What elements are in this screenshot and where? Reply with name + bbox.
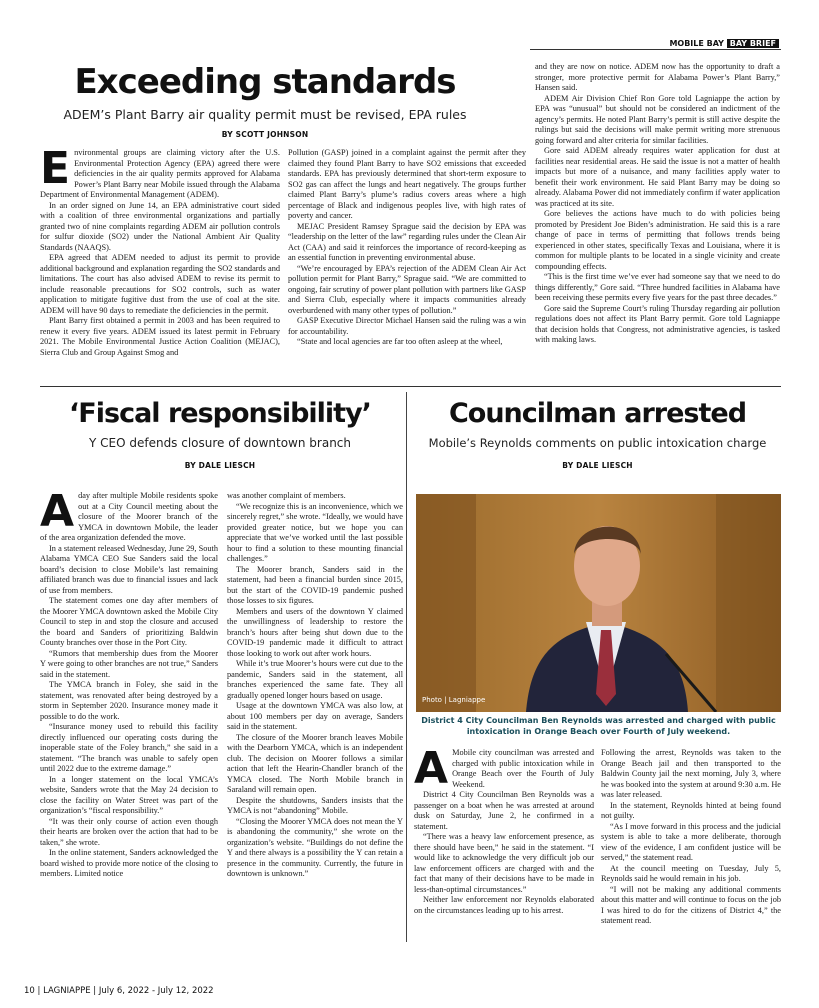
paragraph: “Rumors that membership dues from the Moorer Y were going to other branches are not true,” Sanders said in the statement. [40, 648, 218, 679]
paragraph: In a statement released Wednesday, June 29, South Alabama YMCA CEO Sue Sanders said the local board’s decision to close Mobile’s last remaining affiliated branch was due to financial issues and lack of use from members. [40, 543, 218, 595]
paragraph: Gore said the Supreme Court’s ruling Thursday regarding air pollution regulations does not affect its Plant Barry permit. Gore told Lagniappe that decision holds that Congress, not administrative agencies, is tasked with making laws. [535, 303, 780, 344]
paragraph: District 4 City Councilman Ben Reynolds was a passenger on a boat when he was arrested at around dusk on Saturday, June 2, he confirmed in a statement. [414, 790, 594, 831]
paragraph: and they are now on notice. ADEM now has the opportunity to draft a stronger, more protective permit for Alabama Power’s Plant Barry,” Hansen said. [535, 62, 780, 92]
paragraph: In a longer statement on the local YMCA’s website, Sanders wrote that the May 24 decision to close the facility on Water Street was part of the organization’s “fiscal responsibility.” [40, 774, 218, 815]
paragraph: The Moorer branch, Sanders said in the statement, had been a financial burden since 2015, but the start of the COVID-19 pandemic pushed those losses to six figures. [227, 564, 403, 605]
paragraph: EPA agreed that ADEM needed to adjust its permit to provide additional background and explanation regarding the SO2 standards and limitations. The court has also advised ADEM to revise its permit to include reasonable precautions for SO2 controls, such as water application to mitigate fugitive dust from the use of coal at the site. ADEM will have 90 days to remediate the deficiencies in the permit. [40, 253, 280, 315]
article2-deck: Y CEO defends closure of downtown branch [88, 436, 351, 450]
article1-column-2 [288, 148, 526, 376]
article1-column-1 [40, 148, 280, 376]
paragraph: “I will not be making any additional comments about this matter and will continue to focus on the job I was hired to do for the citizens of District 4,” the statement read. [601, 884, 781, 925]
paragraph: “There was a heavy law enforcement presence, as there should have been,” he said in the statement. “I would like to acknowledge the very difficult job our law enforcement officers are charged with and the fact that many of their decisions have to be made in less-than-optimal circumstances.” [414, 832, 594, 894]
article1-column-3 [535, 62, 780, 378]
paragraph: Plant Barry first obtained a permit in 2003 and has been required to renew it every five years. ADEM issued its latest permit in February 2021. The Mobile Environmental Justice Action Coalition (MEJAC), Sierra Club and Group Against Smog and [40, 316, 280, 357]
paragraph: “State and local agencies are far too often asleep at the wheel, [297, 337, 503, 346]
paragraph: Gore said ADEM already requires water application for dust at facilities near residential areas. He said the issue is not a matter of health impacts but more of a nuisance, and many facilities apply water to benefit their work environment. He said Plant Barry may be doing so already. Alabama Power did not immediately confirm if water application was practiced at its site. [535, 146, 780, 208]
section-divider [40, 386, 781, 387]
paragraph: The statement comes one day after members of the Moorer YMCA downtown asked the Mobile City Council to step in and stop the closure and accused the board and Sanders of prioritizing Baldwin County branches over those in the Port City. [40, 596, 218, 647]
paragraph: day after multiple Mobile residents spoke out at a City Council meeting about the closure of the Moorer branch of the YMCA in downtown Mobile, the leader of the area organization defended the move. [40, 491, 218, 542]
article2-column-1 [40, 491, 218, 943]
paragraph: Mobile city councilman was arrested and charged with public intoxication while in Orange Beach over the Fourth of July Weekend. [452, 748, 594, 789]
paragraph: ADEM Air Division Chief Ron Gore told Lagniappe the action by EPA was “unusual” but should not be considered an indictment of the agency’s permits. He noted Plant Barry’s permit is still active despite the rulings but said the decisions will make permit writing more strenuous going forward and alter criteria for similar facilities. [535, 93, 780, 145]
paragraph: “As I move forward in this process and the judicial system is able to take a more deliberate, thorough view of the evidence, I am confident justice will be served,” the statement read. [601, 821, 781, 862]
header-rule [530, 49, 781, 50]
paragraph: At the council meeting on Tuesday, July 5, Reynolds said he would remain in his job. [601, 863, 781, 883]
section-label-badge: BAY BRIEF [727, 39, 779, 48]
paragraph: Neither law enforcement nor Reynolds elaborated on the circumstances leading up to his arrest. [414, 895, 594, 915]
paragraph: “We’re encouraged by EPA’s rejection of the ADEM Clean Air Act pollution permit for Plant Barry,” Sprague said. “We are committed to ongoing, fair scrutiny of power plant pollution with partners like GASP and Sierra Club, especially where it impacts communities already overburdened with many other types of pollution.” [288, 263, 526, 315]
article3-headline: Councilman arrested [448, 398, 747, 429]
paragraph: “We recognize this is an inconvenience, which we sincerely regret,” she wrote. “Ideally, we would have provided greater notice, but we hope you can appreciate that we’ve worked until the last possible hour to find a solution to these mounting financial challenges.” [227, 501, 403, 563]
article3-column-2 [601, 748, 781, 944]
paragraph: was another complaint of members. [227, 491, 346, 500]
article2-headline: ‘Fiscal responsibility’ [69, 398, 371, 429]
paragraph: MEJAC President Ramsey Sprague said the decision by EPA was “leadership on the letter of the law” regarding rules under the Clean Air Act (CAA) and said it reinforces the importance of record-keeping as an essential function in preventing environmental abuse. [288, 221, 526, 262]
paragraph: nvironmental groups are claiming victory after the U.S. Environmental Protection Agency (EPA) agreed there were deficiencies in the air quality permits approved for Alabama Power’s Plant Barry near Mobile issued through the Alabama Department of Environmental Management (ADEM). [40, 148, 280, 199]
paragraph: Members and users of the downtown Y claimed the unwillingness of leadership to restore the branch’s hours after being shut down due to the COVID-19 pandemic made it difficult to attract those looking to work out after work hours. [227, 606, 403, 658]
paragraph: “It was their only course of action even though their hearts are broken over the action that had to be taken,” she wrote. [40, 816, 218, 847]
paragraph: In the statement, Reynolds hinted at being found not guilty. [601, 800, 781, 820]
photo-caption: District 4 City Councilman Ben Reynolds was arrested and charged with public intoxication in Orange Beach over Fourth of July weekend. [421, 716, 776, 736]
paragraph: “This is the first time we’ve ever had someone say that we need to do things differently,” Gore said. “Three hundred facilities in Alabama have been receiving these permits every five years for the past three decades.” [535, 272, 780, 302]
article2-byline: BY DALE LIESCH [184, 461, 256, 470]
paragraph: GASP Executive Director Michael Hansen said the ruling was a win for accountability. [288, 316, 526, 336]
paragraph: “Closing the Moorer YMCA does not mean the Y is abandoning the community,” she wrote on the organization’s website. “Buildings do not define the Y and there always is a possibility the Y can retain a presence in the community. Currently, the future in downtown is unknown.” [227, 816, 403, 878]
article3-deck: Mobile’s Reynolds comments on public intoxication charge [428, 436, 767, 450]
article1-deck: ADEM’s Plant Barry air quality permit must be revised, EPA rules [63, 107, 467, 122]
dropcap: A [414, 748, 449, 794]
paragraph: Following the arrest, Reynolds was taken to the Orange Beach jail and then transported to the Baldwin County jail the next morning, July 3, where he was booked into the system at around 9:30 a.m. He was later released. [601, 748, 781, 799]
paragraph: “Insurance money used to rebuild this facility directly influenced our operating costs during the inoperable state of the Foley branch,” she said in a statement. “The branch was unable to safely open until 2022 due to the extreme damage.” [40, 722, 218, 773]
section-label [669, 38, 779, 49]
paragraph: The closure of the Moorer branch leaves Mobile with the Dearborn YMCA, which is an independent club. The decision on Moorer follows a similar action that left the Hearin-Chandler branch of the YMCA closed. The North Mobile branch in Saraland will remain open. [227, 732, 403, 794]
page-footer: 10 | LAGNIAPPE | July 6, 2022 - July 12, 2022 [24, 986, 214, 996]
paragraph: Despite the shutdowns, Sanders insists that the YMCA is not “abandoning” Mobile. [227, 795, 403, 815]
photo-credit: Photo | Lagniappe [422, 696, 486, 704]
article3-byline: BY DALE LIESCH [562, 461, 633, 470]
dropcap: E [40, 148, 71, 194]
article2-column-2 [227, 491, 403, 943]
paragraph: Gore believes the actions have much to do with policies being promoted by President Joe Biden’s administration. He said this is a rare change of pace in terms of permitting that follows trends being experienced in other states, specifically Texas and Louisiana, where it is common for multiple plants to be located in a single vicinity and create compounding effects. [535, 209, 780, 271]
paragraph: In the online statement, Sanders acknowledged the board wished to provide more notice of the closing to members. Limited notice [40, 848, 218, 878]
reynolds-photo-illustration [416, 494, 781, 712]
paragraph: Pollution (GASP) joined in a complaint against the permit after they claimed they found Plant Barry to have SO2 emissions that exceeded standards. EPA has previously determined that short-term exposure to SO2 gas can affect the lungs and heart negatively. The groups further claimed Plant Barry’s plume’s radius covers areas where a high percentage of Black and indigenous peoples live, with high rates of poverty and cancer. [288, 148, 526, 220]
paragraph: In an order signed on June 14, an EPA administrative court sided with a coalition of three environmental organizations and partially granted two of nine complaints regarding ADEM air pollution controls for sulfur dioxide (SO2) under the National Ambient Air Quality Standards (NAAQS). [40, 200, 280, 252]
reynolds-photo [416, 494, 781, 712]
paragraph: Usage at the downtown YMCA was also low, at about 100 members per day on average, Sanders said in the statement. [227, 701, 403, 731]
paragraph: While it’s true Moorer’s hours were cut due to the pandemic, Sanders said in the statement, all branches experienced the same fate. They all gradually opened longer hours based on usage. [227, 659, 403, 700]
article3-column-1 [414, 748, 594, 944]
section-label-text: MOBILE BAY [669, 39, 724, 48]
article1-headline: Exceeding standards [74, 62, 456, 102]
paragraph: The YMCA branch in Foley, she said in the statement, was renovated after being destroyed by a storm in September 2020. Insurance money made it possible to do the work. [40, 680, 218, 721]
column-divider [406, 392, 407, 942]
article1-byline: BY SCOTT JOHNSON [221, 130, 309, 139]
dropcap: A [40, 491, 75, 537]
